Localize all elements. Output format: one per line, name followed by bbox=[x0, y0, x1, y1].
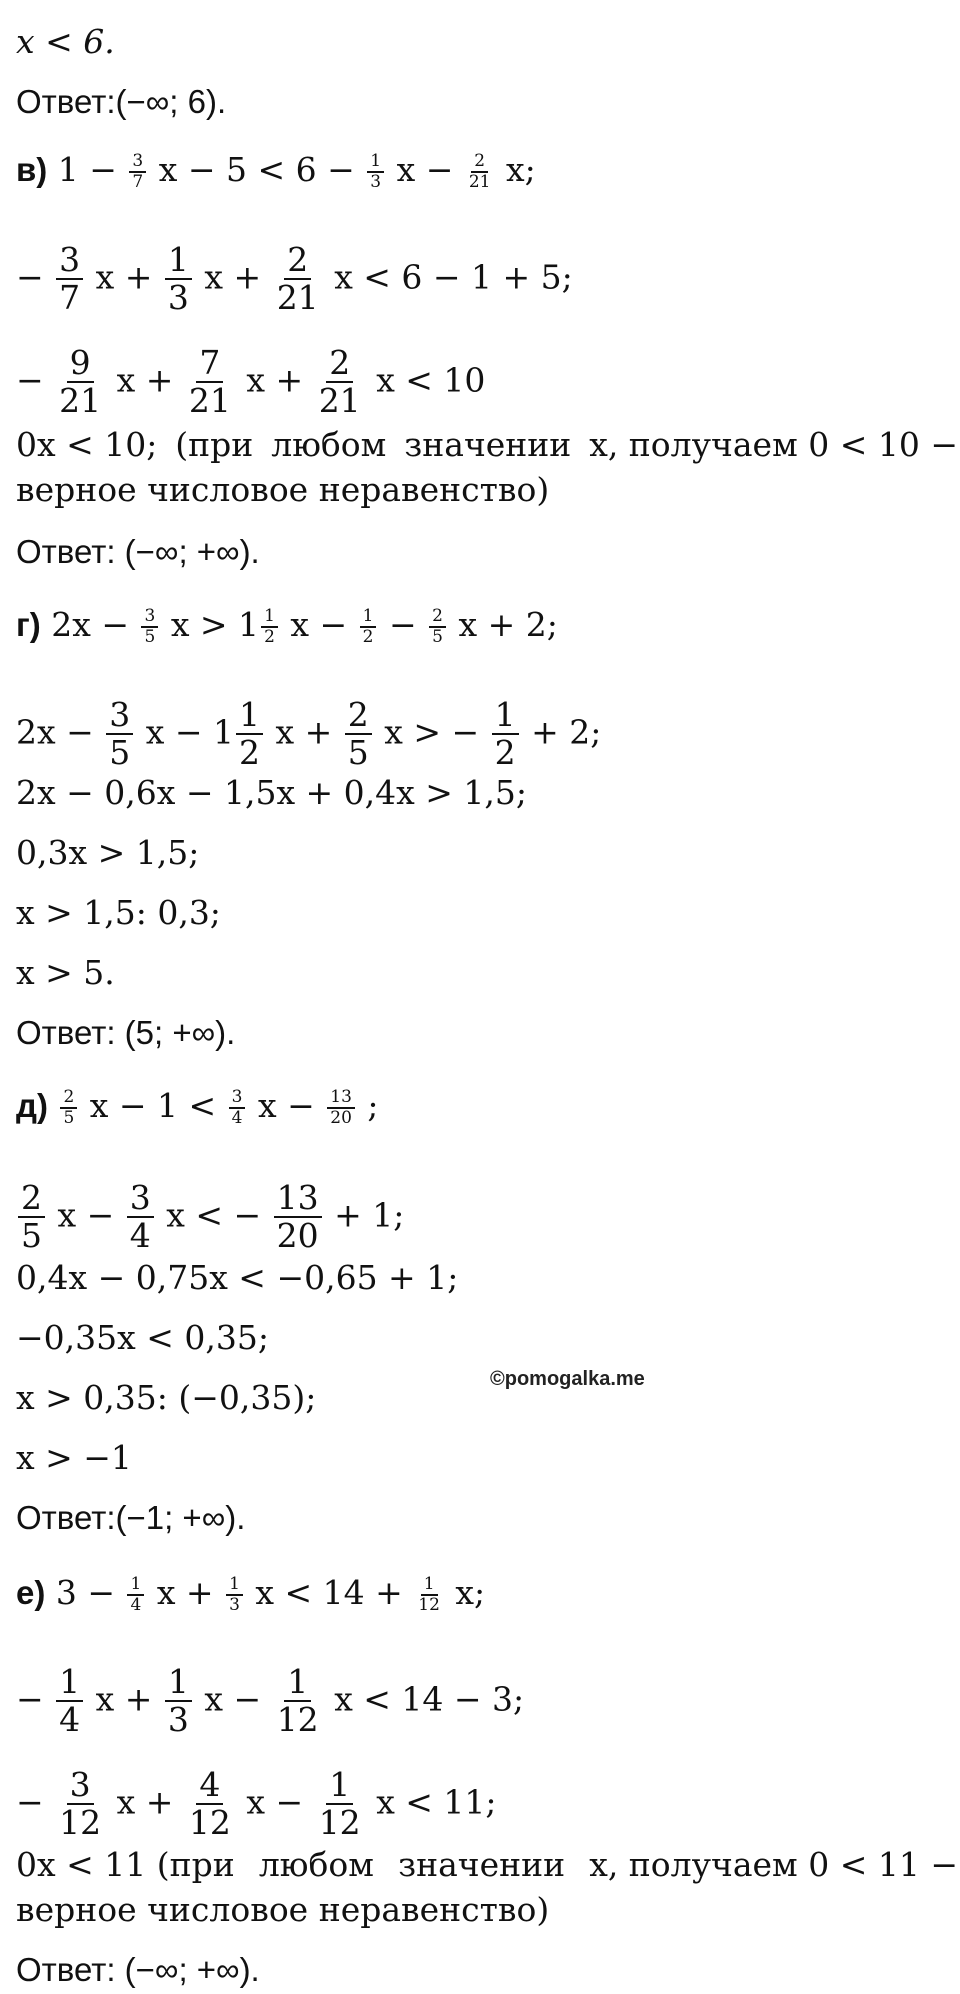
task-d-equation: д) $\frac{2}{5}$ x − 1 < $\frac{3}{4}$ x − $\frac{13}{20}$ ; bbox=[16, 1086, 379, 1128]
fraction: $\frac{9}{21}$ bbox=[59, 343, 102, 421]
fraction: $\frac{2}{21}$ bbox=[276, 240, 319, 318]
task-g-step-3: 0,3x > 1,5; bbox=[16, 833, 200, 872]
task-g-step-5: x > 5. bbox=[16, 953, 115, 992]
task-e-equation: е) 3 − $\frac{1}{4}$ x + $\frac{1}{3}$ x < 14 + $\frac{1}{12}$ x; bbox=[16, 1573, 486, 1615]
fraction: $\frac{7}{21}$ bbox=[188, 343, 231, 421]
fraction: $\frac{3}{7}$ bbox=[129, 152, 146, 191]
task-g-equation: г) 2x − $\frac{3}{5}$ x > 1 $\frac{1}{2}$ x − $\frac{1}{2}$ − $\frac{2}{5}$ x + 2; bbox=[16, 605, 558, 647]
fraction: $\frac{2}{5}$ bbox=[60, 1088, 77, 1127]
fraction: $\frac{1}{12}$ bbox=[418, 1574, 440, 1615]
fraction: $\frac{1}{3}$ bbox=[226, 1575, 243, 1614]
fraction: $\frac{1}{3}$ bbox=[165, 242, 192, 317]
fraction: $\frac{13}{20}$ bbox=[327, 1088, 355, 1127]
fraction: $\frac{2}{5}$ bbox=[345, 697, 372, 772]
task-d-step-2: 0,4x − 0,75x < −0,65 + 1; bbox=[16, 1258, 459, 1297]
task-v-equation: в) 1 − $\frac{3}{7}$ x − 5 < 6 − $\frac{1}{3}$ x − $\frac{2}{21}$ x; bbox=[16, 150, 536, 192]
task-e-answer: Ответ: (−∞; +∞). bbox=[16, 1951, 260, 1988]
fraction: $\frac{1}{4}$ bbox=[127, 1575, 144, 1614]
fraction: $\frac{13}{20}$ bbox=[274, 1180, 322, 1255]
task-d-step-1: $\frac{2}{5}$ x − $\frac{3}{4}$ x < − $\frac{13}{20}$ + 1; bbox=[16, 1180, 404, 1255]
task-d-step-5: x > −1 bbox=[16, 1438, 132, 1477]
task-e-step-3: 0x < 11 (при любом значении x, получаем 0 < 11 − bbox=[16, 1845, 958, 1884]
task-d-answer: Ответ:(−1; +∞). bbox=[16, 1499, 246, 1536]
fraction: $\frac{4}{12}$ bbox=[188, 1765, 231, 1843]
fraction: $\frac{3}{4}$ bbox=[127, 1180, 154, 1255]
answer-line: Ответ:(−∞; 6). bbox=[16, 83, 227, 120]
task-g-answer: Ответ: (5; +∞). bbox=[16, 1014, 236, 1051]
fraction: $\frac{3}{4}$ bbox=[229, 1088, 246, 1127]
task-d-step-4: x > 0,35: (−0,35); bbox=[16, 1378, 317, 1417]
fraction: $\frac{3}{7}$ bbox=[56, 242, 83, 317]
task-v-step-3: 0x < 10; (при любом значении x, получаем 0 < 10 − bbox=[16, 425, 958, 464]
task-e-step-2: − $\frac{3}{12}$ x + $\frac{4}{12}$ x − $\frac{1}{12}$ x < 11; bbox=[16, 1765, 497, 1843]
fraction: $\frac{2}{5}$ bbox=[429, 607, 446, 646]
fraction: $\frac{1}{2}$ bbox=[236, 697, 263, 772]
task-g-step-1: 2x − $\frac{3}{5}$ x − 1 $\frac{1}{2}$ x + $\frac{2}{5}$ x > − $\frac{1}{2}$ + 2; bbox=[16, 695, 602, 773]
task-e-step-1: − $\frac{1}{4}$ x + $\frac{1}{3}$ x − $\frac{1}{12}$ x < 14 − 3; bbox=[16, 1662, 525, 1740]
watermark: ©pomogalka.me bbox=[490, 1368, 645, 1390]
task-v-answer: Ответ: (−∞; +∞). bbox=[16, 533, 260, 570]
task-e-step-3-cont: верное числовое неравенство) bbox=[16, 1890, 550, 1929]
fraction: $\frac{1}{12}$ bbox=[276, 1662, 319, 1740]
fraction: $\frac{2}{21}$ bbox=[318, 343, 361, 421]
task-g-step-4: x > 1,5: 0,3; bbox=[16, 893, 221, 932]
fraction: $\frac{1}{3}$ bbox=[165, 1664, 192, 1739]
fraction: $\frac{3}{5}$ bbox=[141, 607, 158, 646]
fraction: $\frac{1}{2}$ bbox=[261, 607, 278, 646]
task-d-step-3: −0,35x < 0,35; bbox=[16, 1318, 269, 1357]
fraction: $\frac{1}{3}$ bbox=[367, 152, 384, 191]
fraction: $\frac{1}{2}$ bbox=[360, 607, 377, 646]
task-v-step-2: − $\frac{9}{21}$ x + $\frac{7}{21}$ x + $\frac{2}{21}$ x < 10 bbox=[16, 343, 486, 421]
fraction: $\frac{3}{12}$ bbox=[59, 1765, 102, 1843]
fraction: $\frac{1}{4}$ bbox=[56, 1664, 83, 1739]
line-x-lt-6: x < 6. bbox=[16, 22, 115, 61]
task-g-step-2: 2x − 0,6x − 1,5x + 0,4x > 1,5; bbox=[16, 773, 528, 812]
fraction: $\frac{1}{2}$ bbox=[492, 697, 519, 772]
fraction: $\frac{2}{21}$ bbox=[468, 151, 491, 192]
fraction: $\frac{3}{5}$ bbox=[106, 697, 133, 772]
task-v-step-3-cont: верное числовое неравенство) bbox=[16, 470, 550, 509]
fraction: $\frac{1}{12}$ bbox=[318, 1765, 361, 1843]
fraction: $\frac{2}{5}$ bbox=[18, 1180, 45, 1255]
task-v-step-1: − $\frac{3}{7}$ x + $\frac{1}{3}$ x + $\frac{2}{21}$ x < 6 − 1 + 5; bbox=[16, 240, 573, 318]
